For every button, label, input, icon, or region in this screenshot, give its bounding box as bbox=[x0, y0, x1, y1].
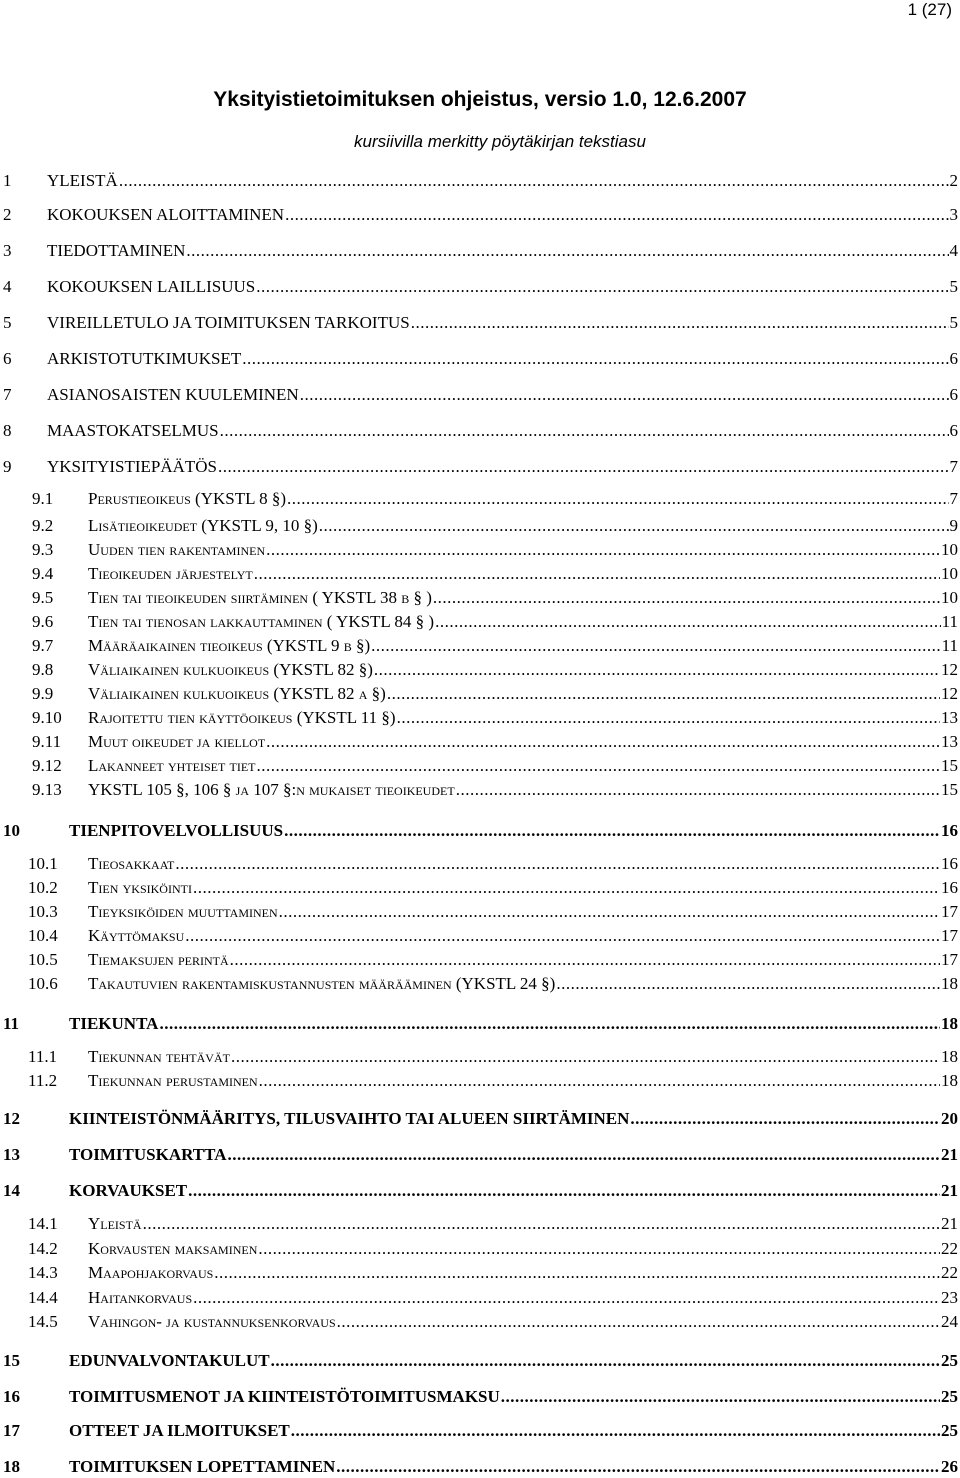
document-subtitle: kursiivilla merkitty pöytäkirjan tekstiasu bbox=[0, 130, 960, 154]
toc-entry[interactable] bbox=[0, 901, 960, 923]
toc-dot-leader bbox=[337, 1311, 940, 1333]
toc-entry-page: 10 bbox=[941, 587, 960, 609]
toc-entry-number: 11 bbox=[0, 1013, 69, 1035]
toc-entry[interactable] bbox=[0, 779, 960, 801]
toc-entry-title: Rajoitettu tien käyttöoikeus (YKSTL 11 §) bbox=[88, 707, 396, 729]
toc-dot-leader bbox=[387, 683, 940, 705]
toc-entry-title: Tieoikeuden järjestelyt bbox=[88, 563, 253, 585]
toc-entry[interactable] bbox=[0, 1108, 960, 1130]
toc-entry-page: 26 bbox=[941, 1456, 960, 1478]
toc-dot-leader bbox=[411, 312, 949, 334]
toc-dot-leader bbox=[271, 1350, 940, 1372]
toc-entry[interactable] bbox=[0, 707, 960, 729]
toc-entry-number: 10.3 bbox=[0, 901, 88, 923]
toc-dot-leader bbox=[630, 1108, 940, 1130]
toc-entry-title: Perustieoikeus (YKSTL 8 §) bbox=[88, 488, 286, 510]
toc-entry-page: 11 bbox=[942, 635, 960, 657]
toc-entry-page: 21 bbox=[941, 1180, 960, 1202]
toc-entry-page: 6 bbox=[950, 348, 960, 370]
toc-entry[interactable] bbox=[0, 348, 960, 370]
toc-entry-number: 10 bbox=[0, 820, 69, 842]
toc-entry-page: 17 bbox=[941, 925, 960, 947]
toc-entry-page: 13 bbox=[941, 707, 960, 729]
toc-dot-leader bbox=[279, 901, 940, 923]
toc-dot-leader bbox=[336, 1456, 940, 1478]
toc-entry-title: Käyttömaksu bbox=[88, 925, 184, 947]
document-title: Yksityistietoimituksen ohjeistus, versio 1.0, 12.6.2007 bbox=[0, 86, 960, 114]
toc-entry-title: Väliaikainen kulkuoikeus (YKSTL 82 §) bbox=[88, 659, 373, 681]
toc-entry-number: 9.5 bbox=[0, 587, 88, 609]
toc-entry[interactable] bbox=[0, 1420, 960, 1442]
toc-dot-leader bbox=[242, 348, 948, 370]
toc-entry-number: 2 bbox=[0, 204, 47, 226]
toc-entry-title: Tieosakkaat bbox=[88, 853, 174, 875]
toc-dot-leader bbox=[143, 1213, 940, 1235]
toc-dot-leader bbox=[371, 635, 940, 657]
toc-entry-page: 16 bbox=[941, 853, 960, 875]
toc-dot-leader bbox=[258, 1238, 940, 1260]
toc-dot-leader bbox=[284, 820, 940, 842]
toc-dot-leader bbox=[218, 456, 949, 478]
toc-entry-page: 20 bbox=[941, 1108, 960, 1130]
toc-entry-page: 9 bbox=[950, 515, 960, 537]
toc-entry-title: Lakanneet yhteiset tiet bbox=[88, 755, 256, 777]
toc-dot-leader bbox=[254, 563, 940, 585]
toc-entry-number: 10.2 bbox=[0, 877, 88, 899]
toc-entry-title: TOIMITUKSEN LOPETTAMINEN bbox=[69, 1456, 335, 1478]
toc-dot-leader bbox=[435, 611, 941, 633]
toc-entry-page: 18 bbox=[941, 1046, 960, 1068]
toc-dot-leader bbox=[159, 1013, 940, 1035]
toc-entry-page: 10 bbox=[941, 539, 960, 561]
toc-entry-number: 14.1 bbox=[0, 1213, 88, 1235]
toc-entry-title: Tien tai tieoikeuden siirtäminen ( YKSTL 38 b § ) bbox=[88, 587, 432, 609]
toc-entry[interactable] bbox=[0, 1213, 960, 1235]
toc-entry-number: 9.10 bbox=[0, 707, 88, 729]
toc-entry-number: 9.4 bbox=[0, 563, 88, 585]
toc-entry-title: Tiekunnan perustaminen bbox=[88, 1070, 258, 1092]
toc-entry-title: TOIMITUSKARTTA bbox=[69, 1144, 226, 1166]
toc-entry-page: 4 bbox=[950, 240, 960, 262]
toc-entry[interactable] bbox=[0, 611, 960, 633]
toc-entry-title: Tiekunnan tehtävät bbox=[88, 1046, 230, 1068]
toc-entry-number: 9.12 bbox=[0, 755, 88, 777]
toc-entry-page: 22 bbox=[941, 1238, 960, 1260]
toc-entry-title: MAASTOKATSELMUS bbox=[47, 420, 219, 442]
toc-dot-leader bbox=[259, 1070, 940, 1092]
toc-entry-page: 18 bbox=[941, 973, 960, 995]
toc-entry[interactable] bbox=[0, 1180, 960, 1202]
toc-entry[interactable] bbox=[0, 515, 960, 537]
toc-entry[interactable] bbox=[0, 755, 960, 777]
toc-entry[interactable] bbox=[0, 1262, 960, 1284]
toc-dot-leader bbox=[230, 949, 940, 971]
toc-entry-title: Tien yksiköinti bbox=[88, 877, 192, 899]
toc-dot-leader bbox=[556, 973, 940, 995]
toc-dot-leader bbox=[287, 488, 948, 510]
toc-entry-number: 14 bbox=[0, 1180, 69, 1202]
toc-entry-number: 9.8 bbox=[0, 659, 88, 681]
toc-entry-title: Takautuvien rakentamiskustannusten määrääminen (YKSTL 24 §) bbox=[88, 973, 555, 995]
page-number: 1 (27) bbox=[908, 0, 952, 20]
toc-entry[interactable] bbox=[0, 1046, 960, 1068]
toc-entry-page: 6 bbox=[950, 384, 960, 406]
toc-entry[interactable] bbox=[0, 973, 960, 995]
toc-entry-page: 21 bbox=[941, 1213, 960, 1235]
toc-entry-title: Lisätieoikeudet (YKSTL 9, 10 §) bbox=[88, 515, 318, 537]
toc-entry-page: 16 bbox=[941, 820, 960, 842]
toc-entry-page: 5 bbox=[950, 312, 960, 334]
toc-entry[interactable] bbox=[0, 384, 960, 406]
toc-entry[interactable] bbox=[0, 1350, 960, 1372]
toc-entry-number: 9.1 bbox=[0, 488, 88, 510]
toc-entry[interactable] bbox=[0, 1386, 960, 1408]
toc-dot-leader bbox=[185, 925, 940, 947]
toc-dot-leader bbox=[501, 1386, 940, 1408]
toc-entry[interactable] bbox=[0, 731, 960, 753]
toc-entry[interactable] bbox=[0, 820, 960, 842]
toc-dot-leader bbox=[119, 170, 949, 192]
toc-entry[interactable] bbox=[0, 877, 960, 899]
toc-entry-page: 15 bbox=[941, 755, 960, 777]
toc-dot-leader bbox=[374, 659, 940, 681]
toc-entry-page: 17 bbox=[941, 949, 960, 971]
toc-dot-leader bbox=[285, 204, 948, 226]
toc-entry-page: 5 bbox=[950, 276, 960, 298]
toc-entry-page: 11 bbox=[942, 611, 960, 633]
toc-dot-leader bbox=[193, 1287, 940, 1309]
toc-entry[interactable] bbox=[0, 1013, 960, 1035]
toc-entry-number: 6 bbox=[0, 348, 47, 370]
toc-entry[interactable] bbox=[0, 488, 960, 510]
toc-entry-title: YLEISTÄ bbox=[47, 170, 118, 192]
toc-entry-number: 9.6 bbox=[0, 611, 88, 633]
toc-entry-title: Vahingon- ja kustannuksenkorvaus bbox=[88, 1311, 336, 1333]
toc-entry-number: 10.4 bbox=[0, 925, 88, 947]
toc-entry-title: EDUNVALVONTAKULUT bbox=[69, 1350, 270, 1372]
toc-entry[interactable] bbox=[0, 1144, 960, 1166]
toc-entry[interactable] bbox=[0, 853, 960, 875]
toc-entry-number: 15 bbox=[0, 1350, 69, 1372]
toc-entry-number: 7 bbox=[0, 384, 47, 406]
toc-entry-number: 5 bbox=[0, 312, 47, 334]
toc-entry-page: 6 bbox=[950, 420, 960, 442]
toc-dot-leader bbox=[256, 276, 948, 298]
toc-entry-number: 14.5 bbox=[0, 1311, 88, 1333]
toc-dot-leader bbox=[186, 240, 948, 262]
toc-entry-number: 9.2 bbox=[0, 515, 88, 537]
toc-entry[interactable] bbox=[0, 949, 960, 971]
toc-entry-number: 10.1 bbox=[0, 853, 88, 875]
toc-entry-title: YKSTL 105 §, 106 § ja 107 §:n mukaiset tieoikeudet bbox=[88, 779, 455, 801]
toc-entry-title: ASIANOSAISTEN KUULEMINEN bbox=[47, 384, 299, 406]
toc-entry[interactable] bbox=[0, 420, 960, 442]
toc-entry-page: 10 bbox=[941, 563, 960, 585]
toc-entry-title: KIINTEISTÖNMÄÄRITYS, TILUSVAIHTO TAI ALUEEN SIIRTÄMINEN bbox=[69, 1108, 629, 1130]
toc-entry[interactable] bbox=[0, 456, 960, 478]
toc-entry-number: 8 bbox=[0, 420, 47, 442]
toc-entry-page: 25 bbox=[941, 1420, 960, 1442]
toc-entry[interactable] bbox=[0, 312, 960, 334]
toc-entry[interactable] bbox=[0, 635, 960, 657]
toc-entry[interactable] bbox=[0, 204, 960, 226]
toc-entry[interactable] bbox=[0, 276, 960, 298]
toc-entry-page: 3 bbox=[950, 204, 960, 226]
toc-entry-title: KOKOUKSEN ALOITTAMINEN bbox=[47, 204, 284, 226]
toc-entry-page: 2 bbox=[950, 170, 960, 192]
toc-entry-number: 4 bbox=[0, 276, 47, 298]
toc-entry-number: 10.5 bbox=[0, 949, 88, 971]
toc-entry-number: 14.2 bbox=[0, 1238, 88, 1260]
toc-entry-title: TIEDOTTAMINEN bbox=[47, 240, 185, 262]
toc-entry-title: Väliaikainen kulkuoikeus (YKSTL 82 a §) bbox=[88, 683, 386, 705]
toc-entry-number: 9.3 bbox=[0, 539, 88, 561]
toc-dot-leader bbox=[266, 539, 940, 561]
toc-entry[interactable] bbox=[0, 240, 960, 262]
toc-entry[interactable] bbox=[0, 1287, 960, 1309]
toc-entry-number: 11.2 bbox=[0, 1070, 88, 1092]
toc-dot-leader bbox=[257, 755, 940, 777]
toc-entry-title: Tieyksiköiden muuttaminen bbox=[88, 901, 278, 923]
toc-entry-title: ARKISTOTUTKIMUKSET bbox=[47, 348, 241, 370]
toc-entry-title: Tiemaksujen perintä bbox=[88, 949, 229, 971]
toc-entry[interactable] bbox=[0, 587, 960, 609]
toc-entry-title: TIEKUNTA bbox=[69, 1013, 158, 1035]
toc-dot-leader bbox=[193, 877, 940, 899]
toc-entry-title: VIREILLETULO JA TOIMITUKSEN TARKOITUS bbox=[47, 312, 410, 334]
toc-dot-leader bbox=[397, 707, 940, 729]
toc-entry-number: 1 bbox=[0, 170, 47, 192]
toc-dot-leader bbox=[300, 384, 949, 406]
toc-entry[interactable] bbox=[0, 1070, 960, 1092]
toc-entry-number: 9.9 bbox=[0, 683, 88, 705]
toc-entry-page: 7 bbox=[950, 456, 960, 478]
toc-entry-number: 16 bbox=[0, 1386, 69, 1408]
toc-dot-leader bbox=[220, 420, 949, 442]
toc-dot-leader bbox=[188, 1180, 940, 1202]
toc-entry-page: 17 bbox=[941, 901, 960, 923]
toc-entry-number: 12 bbox=[0, 1108, 69, 1130]
toc-entry-title: Määräaikainen tieoikeus (YKSTL 9 b §) bbox=[88, 635, 370, 657]
toc-entry-number: 14.3 bbox=[0, 1262, 88, 1284]
toc-entry-number: 17 bbox=[0, 1420, 69, 1442]
toc-entry-title: OTTEET JA ILMOITUKSET bbox=[69, 1420, 290, 1442]
toc-entry-number: 11.1 bbox=[0, 1046, 88, 1068]
toc-entry-number: 9.11 bbox=[0, 731, 88, 753]
toc-dot-leader bbox=[291, 1420, 940, 1442]
toc-entry-number: 13 bbox=[0, 1144, 69, 1166]
toc-entry-title: KORVAUKSET bbox=[69, 1180, 187, 1202]
toc-dot-leader bbox=[456, 779, 940, 801]
toc-dot-leader bbox=[227, 1144, 940, 1166]
toc-entry-page: 23 bbox=[941, 1287, 960, 1309]
toc-entry-title: TOIMITUSMENOT JA KIINTEISTÖTOIMITUSMAKSU bbox=[69, 1386, 500, 1408]
toc-entry-title: Haitankorvaus bbox=[88, 1287, 192, 1309]
toc-entry[interactable] bbox=[0, 539, 960, 561]
toc-entry-title: Uuden tien rakentaminen bbox=[88, 539, 265, 561]
toc-dot-leader bbox=[175, 853, 940, 875]
toc-entry-page: 12 bbox=[941, 683, 960, 705]
toc-dot-leader bbox=[319, 515, 949, 537]
toc-entry-page: 22 bbox=[941, 1262, 960, 1284]
toc-entry[interactable] bbox=[0, 170, 960, 192]
toc-entry-number: 18 bbox=[0, 1456, 69, 1478]
toc-entry-page: 18 bbox=[941, 1013, 960, 1035]
toc-entry[interactable] bbox=[0, 1238, 960, 1260]
toc-entry-page: 16 bbox=[941, 877, 960, 899]
toc-entry-page: 7 bbox=[950, 488, 960, 510]
toc-entry-page: 25 bbox=[941, 1386, 960, 1408]
toc-dot-leader bbox=[266, 731, 940, 753]
toc-entry-number: 14.4 bbox=[0, 1287, 88, 1309]
toc-entry-page: 25 bbox=[941, 1350, 960, 1372]
toc-entry-page: 18 bbox=[941, 1070, 960, 1092]
toc-dot-leader bbox=[231, 1046, 940, 1068]
toc-entry-title: TIENPITOVELVOLLISUUS bbox=[69, 820, 283, 842]
toc-entry-title: Tien tai tienosan lakkauttaminen ( YKSTL 84 § ) bbox=[88, 611, 434, 633]
toc-entry[interactable] bbox=[0, 563, 960, 585]
toc-entry[interactable] bbox=[0, 683, 960, 705]
toc-entry-number: 10.6 bbox=[0, 973, 88, 995]
toc-entry-title: Yleistä bbox=[88, 1213, 142, 1235]
toc-entry-number: 9.13 bbox=[0, 779, 88, 801]
toc-dot-leader bbox=[214, 1262, 940, 1284]
toc-entry-page: 13 bbox=[941, 731, 960, 753]
toc-entry[interactable] bbox=[0, 1311, 960, 1333]
toc-entry-number: 9.7 bbox=[0, 635, 88, 657]
toc-dot-leader bbox=[433, 587, 940, 609]
toc-entry-title: YKSITYISTIEPÄÄTÖS bbox=[47, 456, 217, 478]
toc-entry-title: Maapohjakorvaus bbox=[88, 1262, 213, 1284]
toc-entry[interactable] bbox=[0, 1456, 960, 1478]
toc-entry-title: KOKOUKSEN LAILLISUUS bbox=[47, 276, 255, 298]
toc-entry-page: 12 bbox=[941, 659, 960, 681]
toc-entry-page: 15 bbox=[941, 779, 960, 801]
toc-entry-title: Korvausten maksaminen bbox=[88, 1238, 257, 1260]
toc-entry-number: 9 bbox=[0, 456, 47, 478]
toc-entry-number: 3 bbox=[0, 240, 47, 262]
toc-entry[interactable] bbox=[0, 659, 960, 681]
toc-entry[interactable] bbox=[0, 925, 960, 947]
toc-entry-page: 21 bbox=[941, 1144, 960, 1166]
toc-entry-title: Muut oikeudet ja kiellot bbox=[88, 731, 265, 753]
toc-entry-page: 24 bbox=[941, 1311, 960, 1333]
